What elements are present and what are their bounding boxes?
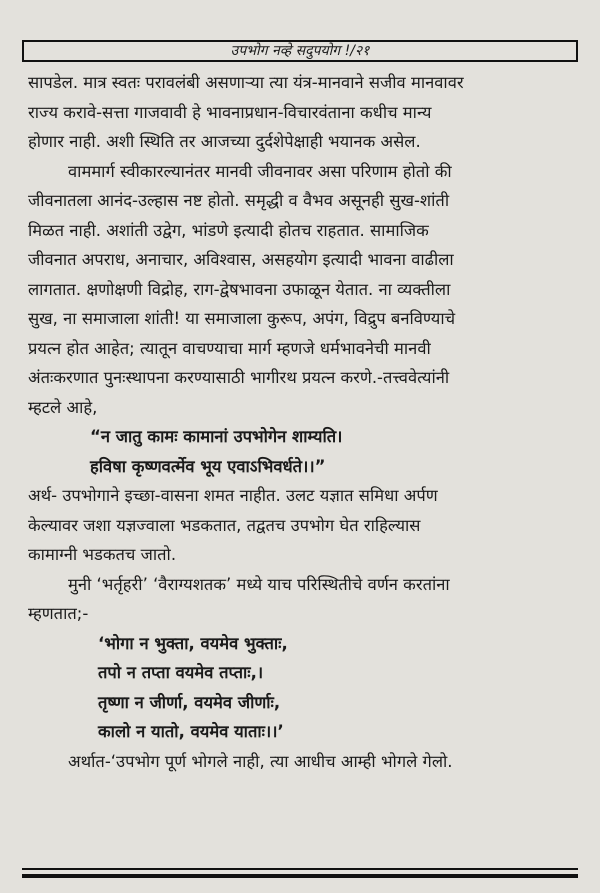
text-line: सुख, ना समाजाला शांती! या समाजाला कुरूप, अपंग, विद्रुप बनविण्याचे (28, 309, 456, 328)
text-line: प्रयत्न होत आहेत; त्यातून वाचण्याचा मार्ग म्हणजे धर्मभावनेची मानवी (28, 338, 431, 358)
text-line: कामाग्नी भडकतच जातो. (28, 545, 177, 564)
paragraph-start-line: वाममार्ग स्वीकारल्यानंतर मानवी जीवनावर असा परिणाम होतो की (68, 161, 452, 181)
paragraph-start-line: अर्थात-‘उपभोग पूर्ण भोगले नाही, त्या आधीच आम्ही भोगले गेलो. (68, 751, 453, 771)
text-line: म्हणतात;- (28, 604, 89, 623)
text-line: मिळत नाही. अशांती उद्वेग, भांडणे इत्यादी होतच राहतात. सामाजिक (28, 220, 429, 240)
text-line: अर्थ- उपभोगाने इच्छा-वासना शमत नाहीत. उलट यज्ञात समिधा अर्पण (28, 486, 438, 505)
verse-line: ‘भोगा न भुक्ता, वयमेव भुक्ताः, (98, 633, 288, 653)
running-title: उपभोग नव्हे सदुपयोग !/२१ (230, 43, 370, 59)
sanskrit-quote-line: “न जातु कामः कामानां उपभोगेन शाम्यति। (90, 427, 343, 446)
text-line: होणार नाही. अशी स्थिति तर आजच्या दुर्दशेपेक्षाही भयानक असेल. (28, 132, 421, 151)
verse-line: तृष्णा न जीर्णा, वयमेव जीर्णाः, (98, 692, 281, 712)
text-line: म्हटले आहे, (28, 397, 98, 417)
paragraph-start-line: मुनी ‘भर्तृहरी’ ‘वैराग्यशतक’ मध्ये याच परिस्थितीचे वर्णन करतांना (68, 574, 450, 594)
running-header (22, 40, 578, 62)
verse-line: तपो न तप्ता वयमेव तप्ताः,। (98, 663, 264, 682)
verse-line: कालो न यातो, वयमेव याताः।।’ (98, 722, 284, 741)
footer-rule-thin (22, 868, 578, 870)
text-line: लागतात. क्षणोक्षणी विद्रोह, राग-द्वेषभावना उफाळून येतात. ना व्यक्तीला (28, 279, 451, 299)
text-line: जीवनात अपराध, अनाचार, अविश्वास, असहयोग इत्यादी भावना वाढीला (28, 250, 454, 269)
text-line: राज्य करावे-सत्ता गाजवावी हे भावनाप्रधान-विचारवंताना कधीच मान्य (28, 102, 432, 122)
text-line: जीवनातला आनंद-उल्हास नष्ट होतो. समृद्धी व वैभव असूनही सुख-शांती (28, 191, 450, 210)
footer-rule-thick (22, 874, 578, 878)
text-line: सापडेल. मात्र स्वतः परावलंबी असणाऱ्या त्या यंत्र-मानवाने सजीव मानवावर (28, 73, 464, 92)
sanskrit-quote-line: हविषा कृष्णवर्त्मेव भूय एवाऽभिवर्धते।।” (90, 456, 326, 476)
body-text (28, 68, 578, 776)
text-line: केल्यावर जशा यज्ञज्वाला भडकतात, तद्वतच उपभोग घेत राहिल्यास (28, 515, 421, 535)
text-line: अंतःकरणात पुनःस्थापना करण्यासाठी भागीरथ प्रयत्न करणे.-तत्त्ववेत्यांनी (28, 368, 450, 387)
